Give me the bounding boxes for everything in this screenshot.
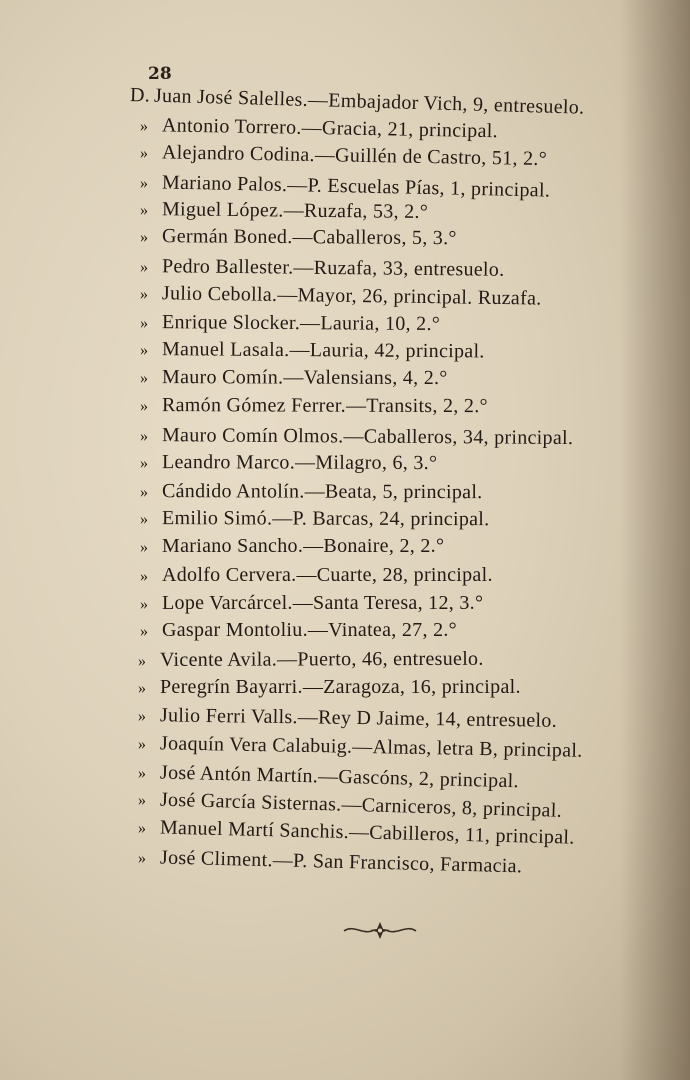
entry-prefix: »: [139, 286, 149, 304]
entry-prefix: »: [139, 315, 149, 333]
entry-text: Mariano Sancho.—Bonaire, 2, 2.°: [162, 535, 445, 557]
list-item: [140, 535, 444, 558]
entry-text: Antonio Torrero.—Gracia, 21, principal.: [161, 114, 499, 143]
entry-text: Pedro Ballester.—Ruzafa, 33, entresuelo.: [161, 255, 505, 281]
entry-text: Vicente Avila.—Puerto, 46, entresuelo.: [159, 647, 484, 671]
list-item: [140, 311, 440, 336]
list-item: [140, 141, 547, 171]
entry-text: Mariano Palos.—P. Escuelas Pías, 1, principal.: [161, 171, 551, 202]
list-item: [140, 114, 498, 143]
entry-text: Cándido Antolín.—Beata, 5, principal.: [161, 480, 483, 504]
list-item: [140, 424, 573, 450]
entry-text: Gaspar Montoliu.—Vinatea, 27, 2.°: [162, 619, 457, 641]
list-item: [140, 564, 493, 587]
entry-prefix: »: [140, 568, 149, 585]
entry-prefix: »: [139, 398, 149, 416]
entry-prefix: »: [139, 145, 149, 163]
list-item: [140, 366, 448, 390]
list-item: [140, 255, 505, 282]
entry-text: Enrique Slocker.—Lauria, 10, 2.°: [161, 311, 441, 336]
entry-text: Manuel Lasala.—Lauria, 42, principal.: [161, 338, 485, 363]
entry-prefix: »: [139, 342, 149, 360]
entry-text: Peregrín Bayarri.—Zaragoza, 16, principal.: [160, 676, 521, 698]
entry-prefix: »: [137, 736, 147, 754]
entry-text: José Antón Martín.—Gascóns, 2, principal.: [159, 761, 520, 793]
entry-text: Alejandro Codina.—Guillén de Castro, 51, 2.°: [161, 141, 548, 171]
list-item: [140, 282, 542, 311]
entry-prefix: »: [137, 708, 147, 726]
list-item: [140, 338, 485, 363]
entry-text: Leandro Marco.—Milagro, 6, 3.°: [161, 451, 438, 475]
list-item: [140, 394, 488, 418]
entry-prefix: »: [137, 652, 147, 670]
entry-text: Adolfo Cervera.—Cuarte, 28, principal.: [162, 564, 493, 586]
list-item: [138, 704, 557, 733]
entry-prefix: »: [139, 175, 149, 193]
entry-prefix: »: [137, 792, 147, 810]
list-item: [140, 592, 483, 615]
entry-text: Germán Boned.—Caballeros, 5, 3.°: [161, 225, 457, 250]
entry-text: Ramón Gómez Ferrer.—Transits, 2, 2.°: [161, 394, 488, 418]
entry-prefix: »: [140, 596, 149, 613]
entry-text: Julio Cebolla.—Mayor, 26, principal. Ruzafa.: [161, 282, 542, 310]
list-item: [138, 676, 521, 699]
entry-prefix: »: [139, 455, 149, 473]
entry-prefix: »: [139, 229, 149, 247]
entry-prefix: »: [139, 118, 149, 136]
list-item: [138, 732, 583, 763]
list-item: [140, 507, 490, 531]
entry-prefix: »: [139, 428, 149, 446]
entry-prefix: »: [139, 484, 149, 502]
entry-prefix: »: [139, 202, 149, 220]
entry-text: Mauro Comín Olmos.—Caballeros, 34, principal.: [161, 424, 574, 450]
entry-text: José Climent.—P. San Francisco, Farmacia.: [159, 846, 523, 878]
entry-text: Julio Ferri Valls.—Rey D Jaime, 14, entresuelo.: [159, 704, 558, 732]
entry-prefix: »: [140, 539, 149, 556]
list-item: [138, 846, 523, 878]
entry-prefix: »: [140, 623, 149, 640]
list-item: [140, 198, 428, 224]
entry-text: Joaquín Vera Calabuig.—Almas, letra B, principal.: [159, 732, 583, 762]
list-item: [138, 648, 484, 672]
entry-text: Lope Varcárcel.—Santa Teresa, 12, 3.°: [162, 592, 484, 614]
list-item: [140, 619, 457, 642]
entry-prefix: »: [137, 850, 147, 868]
fleuron-ornament-icon: [340, 918, 420, 942]
entry-prefix: D.: [129, 84, 151, 107]
entry-prefix: »: [139, 370, 149, 388]
entry-prefix: »: [138, 680, 147, 697]
list-item: [140, 451, 437, 475]
entry-prefix: »: [137, 820, 147, 838]
list-item: [138, 761, 519, 793]
list-item: [140, 225, 457, 250]
entry-text: Mauro Comín.—Valensians, 4, 2.°: [161, 366, 448, 390]
page-number: 28: [148, 64, 172, 84]
entry-text: Juan José Salelles.—Embajador Vich, 9, entresuelo.: [153, 84, 585, 119]
entry-text: José García Sisternas.—Carniceros, 8, principal.: [159, 788, 563, 822]
entry-text: Emilio Simó.—P. Barcas, 24, principal.: [161, 507, 490, 531]
entry-prefix: »: [139, 511, 149, 529]
entry-prefix: »: [137, 765, 147, 783]
entry-prefix: »: [139, 259, 149, 277]
entry-text: Miguel López.—Ruzafa, 53, 2.°: [161, 198, 429, 224]
list-item: [140, 480, 483, 504]
entry-text: Manuel Martí Sanchis.—Cabilleros, 11, principal.: [159, 816, 575, 849]
